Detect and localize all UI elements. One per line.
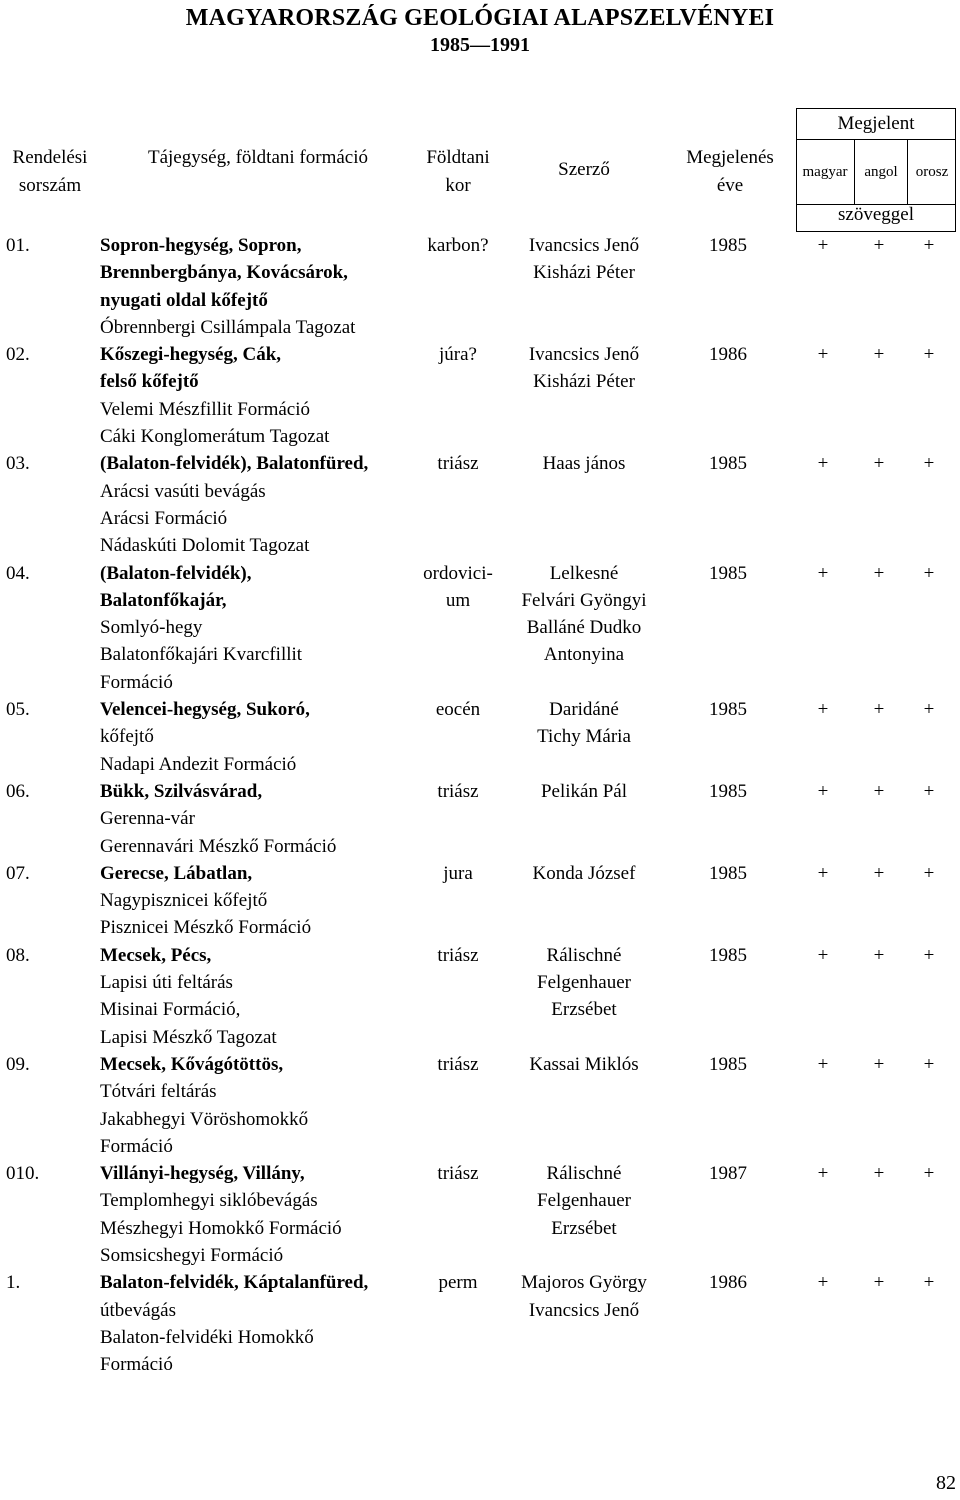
age-line: júra?: [439, 344, 477, 366]
row-number: 09.: [6, 1053, 30, 1075]
table-row: [0, 450, 960, 559]
row-russian-mark: +: [923, 1163, 935, 1185]
row-year: 1987: [709, 1163, 747, 1185]
author-line: Erzsébet: [551, 999, 617, 1021]
table-row: [0, 560, 960, 697]
table-row: [0, 1051, 960, 1160]
author-line: Felgenhauer: [537, 972, 631, 994]
location-title-line: Mecsek, Kővágótöttös,: [100, 1053, 284, 1075]
formation-line: Tótvári feltárás: [100, 1081, 217, 1103]
row-russian-mark: +: [923, 1272, 935, 1294]
row-location: [100, 450, 420, 559]
row-hungarian-mark: +: [817, 699, 829, 721]
row-number: 05.: [6, 699, 30, 721]
table-row: [0, 778, 960, 860]
row-number: 010.: [6, 1163, 40, 1185]
location-title-line: (Balaton-felvidék),: [100, 562, 252, 584]
author-line: Konda József: [532, 862, 636, 884]
row-english-mark: +: [873, 344, 885, 366]
row-english-mark: +: [873, 235, 885, 256]
row-age: [412, 778, 504, 805]
row-hungarian-mark: +: [817, 1272, 829, 1294]
age-line: eocén: [435, 699, 481, 721]
row-year: 1985: [709, 1053, 747, 1075]
formation-line: Jakabhegyi Vöröshomokkő: [100, 1108, 309, 1130]
row-age: [412, 232, 504, 259]
row-russian-mark: +: [923, 1053, 935, 1075]
location-title-line: felső kőfejtő: [100, 371, 199, 393]
row-location: [100, 1269, 420, 1378]
table-row: [0, 232, 960, 341]
row-english-mark: +: [873, 562, 885, 584]
formation-line: Nádaskúti Dolomit Tagozat: [100, 535, 310, 557]
author-line: Ivancsics Jenő: [528, 235, 640, 256]
row-author: [506, 942, 662, 1024]
row-english-mark: +: [873, 944, 885, 966]
age-line: karbon?: [427, 235, 489, 256]
row-author: [506, 560, 662, 669]
table-body: [0, 232, 960, 1378]
formation-line: Arácsi Formáció: [100, 507, 228, 529]
row-year: 1985: [709, 235, 747, 256]
header-region: Tájegység, földtani formáció: [147, 147, 368, 168]
header-year: Megjelenés éve: [686, 147, 774, 196]
row-author: [506, 1051, 662, 1078]
formation-line: Cáki Konglomerátum Tagozat: [100, 426, 330, 448]
row-russian-mark: +: [923, 699, 935, 721]
row-age: [412, 1051, 504, 1078]
row-year: 1985: [709, 944, 747, 966]
row-english-mark: +: [873, 699, 885, 721]
row-location: [100, 860, 420, 942]
row-hungarian-mark: +: [817, 344, 829, 366]
row-number: 02.: [6, 344, 30, 366]
location-title-line: Kőszegi-hegység, Cák,: [100, 344, 282, 366]
page-number: 82: [936, 1472, 956, 1494]
formation-line: Formáció: [100, 671, 173, 693]
location-title-line: Sopron-hegység, Sopron,: [100, 235, 302, 256]
author-line: Majoros György: [521, 1272, 647, 1294]
formation-line: kőfejtő: [100, 726, 154, 748]
row-number: 06.: [6, 780, 30, 802]
formation-line: Somlyó-hegy: [100, 617, 203, 639]
row-hungarian-mark: +: [817, 780, 829, 802]
location-title-line: Balaton-felvidék, Káptalanfüred,: [100, 1272, 369, 1294]
header-lang-ru: orosz: [915, 164, 949, 180]
row-hungarian-mark: +: [817, 1053, 829, 1075]
table-row: [0, 860, 960, 942]
author-line: Lelkesné: [549, 562, 619, 584]
formation-line: Mészhegyi Homokkő Formáció: [100, 1217, 342, 1239]
formation-line: Lapisi Mészkő Tagozat: [100, 1026, 277, 1048]
row-english-mark: +: [873, 453, 885, 475]
row-location: [100, 778, 420, 860]
age-line: perm: [438, 1272, 478, 1294]
header-lang-hu: magyar: [802, 164, 848, 180]
row-age: [412, 1269, 504, 1296]
formation-line: Nagypisznicei kőfejtő: [100, 890, 268, 912]
row-hungarian-mark: +: [817, 1163, 829, 1185]
table-header: [0, 108, 960, 232]
author-line: Antonyina: [543, 644, 625, 666]
author-line: Haas jános: [542, 453, 626, 475]
row-year: 1985: [709, 562, 747, 584]
row-author: [506, 341, 662, 396]
row-year: 1985: [709, 862, 747, 884]
row-russian-mark: +: [923, 780, 935, 802]
row-age: [412, 341, 504, 368]
row-russian-mark: +: [923, 453, 935, 475]
formation-line: Misinai Formáció,: [100, 999, 241, 1021]
age-line: triász: [437, 780, 479, 802]
row-location: [100, 560, 420, 696]
author-line: Kassai Miklós: [529, 1053, 639, 1075]
formation-line: Arácsi vasúti bevágás: [100, 480, 266, 502]
header-age: Földtani kor: [426, 147, 490, 196]
row-author: [506, 1269, 662, 1324]
header-text-with: szöveggel: [838, 204, 914, 225]
author-line: Balláné Dudko: [526, 617, 642, 639]
row-number: 04.: [6, 562, 30, 584]
row-author: [506, 232, 662, 287]
formation-line: Templomhegyi siklóbevágás: [100, 1190, 318, 1212]
location-title-line: Brennbergbánya, Kovácsárok,: [100, 262, 348, 284]
formation-line: útbevágás: [100, 1299, 176, 1321]
row-age: [412, 860, 504, 887]
row-location: [100, 1160, 420, 1269]
table-row: [0, 1160, 960, 1269]
author-line: Kisházi Péter: [533, 371, 635, 393]
formation-line: Nadapi Andezit Formáció: [100, 753, 297, 775]
location-title-line: Villányi-hegység, Villány,: [100, 1163, 305, 1185]
author-line: Rálischné: [546, 1163, 622, 1185]
row-year: 1986: [709, 344, 747, 366]
row-age: [412, 560, 504, 615]
row-number: 1.: [6, 1272, 21, 1294]
formation-line: Óbrennbergi Csillámpala Tagozat: [100, 316, 356, 338]
row-russian-mark: +: [923, 562, 935, 584]
row-russian-mark: +: [923, 944, 935, 966]
row-author: [506, 860, 662, 887]
formation-line: Somsicshegyi Formáció: [100, 1245, 284, 1266]
page-title: MAGYARORSZÁG GEOLÓGIAI ALAPSZELVÉNYEI: [185, 5, 775, 31]
location-title-line: (Balaton-felvidék), Balatonfüred,: [100, 453, 369, 475]
location-title-line: Mecsek, Pécs,: [100, 944, 212, 966]
header-lang-en: angol: [864, 164, 898, 180]
row-english-mark: +: [873, 1163, 885, 1185]
author-line: Ivancsics Jenő: [528, 344, 640, 366]
row-author: [506, 450, 662, 477]
row-russian-mark: +: [923, 344, 935, 366]
row-russian-mark: +: [923, 862, 935, 884]
formation-line: Gerenna-vár: [100, 808, 195, 830]
formation-line: Gerennavári Mészkő Formáció: [100, 835, 337, 857]
author-line: Kisházi Péter: [533, 262, 635, 284]
author-line: Felgenhauer: [537, 1190, 631, 1212]
row-year: 1985: [709, 453, 747, 475]
header-order: Rendelési sorszám: [12, 147, 88, 196]
row-location: [100, 942, 420, 1051]
table-row: [0, 341, 960, 450]
author-line: Daridáné: [549, 699, 619, 721]
formation-line: Formáció: [100, 1135, 173, 1157]
formation-line: Pisznicei Mészkő Formáció: [100, 917, 312, 939]
header-author: Szerző: [558, 159, 610, 180]
row-english-mark: +: [873, 780, 885, 802]
year-range: 1985—1991: [430, 34, 530, 56]
row-english-mark: +: [873, 862, 885, 884]
formation-line: Velemi Mészfillit Formáció: [100, 398, 311, 420]
row-russian-mark: +: [923, 235, 935, 256]
row-english-mark: +: [873, 1053, 885, 1075]
header-published: Megjelent: [837, 113, 915, 134]
age-line: jura: [443, 862, 473, 884]
row-hungarian-mark: +: [817, 944, 829, 966]
formation-line: Formáció: [100, 1354, 173, 1376]
formation-line: Lapisi úti feltárás: [100, 972, 233, 994]
formation-line: Balaton-felvidéki Homokkő: [100, 1326, 314, 1348]
table-row: [0, 696, 960, 778]
row-year: 1986: [709, 1272, 747, 1294]
row-hungarian-mark: +: [817, 562, 829, 584]
age-line: um: [445, 589, 471, 611]
author-line: Pelikán Pál: [540, 780, 628, 802]
row-number: 08.: [6, 944, 30, 966]
author-line: Tichy Mária: [537, 726, 631, 748]
row-number: 01.: [6, 235, 30, 256]
location-title-line: Velencei-hegység, Sukoró,: [100, 699, 310, 721]
age-line: triász: [437, 453, 479, 475]
author-line: Felvári Gyöngyi: [521, 589, 647, 611]
location-title-line: nyugati oldal kőfejtő: [100, 289, 268, 311]
table-row: [0, 942, 960, 1051]
location-title-line: Bükk, Szilvásvárad,: [100, 780, 263, 802]
formation-line: Balatonfőkajári Kvarcfillit: [100, 644, 303, 666]
location-title-line: Balatonfőkajár,: [100, 589, 227, 611]
table-row: [0, 1269, 960, 1378]
row-year: 1985: [709, 699, 747, 721]
row-year: 1985: [709, 780, 747, 802]
author-line: Rálischné: [546, 944, 622, 966]
row-hungarian-mark: +: [817, 862, 829, 884]
row-age: [412, 450, 504, 477]
row-location: [100, 696, 420, 778]
age-line: ordovici-: [423, 562, 493, 584]
row-author: [506, 696, 662, 751]
row-number: 07.: [6, 862, 30, 884]
row-age: [412, 696, 504, 723]
row-hungarian-mark: +: [817, 453, 829, 475]
row-age: [412, 1160, 504, 1187]
row-author: [506, 778, 662, 805]
age-line: triász: [437, 1053, 479, 1075]
row-english-mark: +: [873, 1272, 885, 1294]
location-title-line: Gerecse, Lábatlan,: [100, 862, 253, 884]
age-line: triász: [437, 944, 479, 966]
row-number: 03.: [6, 453, 30, 475]
row-author: [506, 1160, 662, 1242]
age-line: triász: [437, 1163, 479, 1185]
row-location: [100, 341, 420, 450]
author-line: Ivancsics Jenő: [528, 1299, 640, 1321]
author-line: Erzsébet: [551, 1217, 617, 1239]
row-location: [100, 1051, 420, 1160]
row-age: [412, 942, 504, 969]
row-hungarian-mark: +: [817, 235, 829, 256]
row-location: [100, 232, 420, 341]
